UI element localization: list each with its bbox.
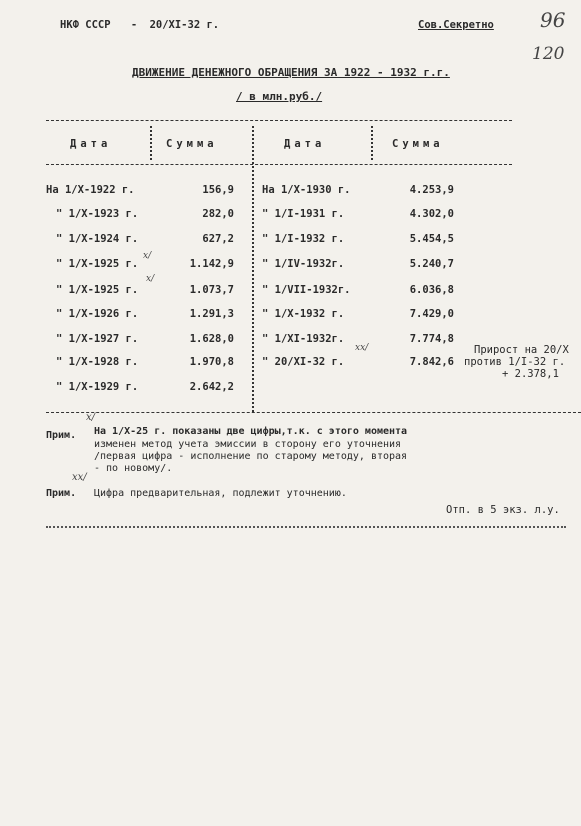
right-row-date: " 20/XI-32 г. xyxy=(262,356,345,368)
left-row-date: " 1/X-1928 г. xyxy=(56,356,139,368)
right-row-value: 6.036,8 xyxy=(409,284,454,296)
left-row-date: На 1/X-1922 г. xyxy=(46,184,135,196)
col-header-date-right: Дата xyxy=(284,138,326,150)
org-name: НКФ СССР xyxy=(60,19,111,31)
right-row-date: " 1/VII-1932г. xyxy=(262,284,351,296)
right-row-value: 5.240,7 xyxy=(409,258,454,270)
right-row-date: " 1/X-1932 г. xyxy=(262,308,345,320)
note1-line: - по новому/. xyxy=(94,463,173,474)
document-title: ДВИЖЕНИЕ ДЕНЕЖНОГО ОБРАЩЕНИЯ ЗА 1922 - 1932 г.г. xyxy=(132,66,450,79)
right-row-value: 4.253,9 xyxy=(409,184,454,196)
copies-note: Отп. в 5 экз. л.у. xyxy=(446,504,560,516)
column-separator xyxy=(371,126,373,160)
footnote-mark: x/ xyxy=(86,412,96,423)
left-row-value: 282,0 xyxy=(202,208,234,220)
units-subtitle: / в млн.руб./ xyxy=(236,90,323,103)
left-row-value: 1.970,8 xyxy=(189,356,234,368)
header-dash: - xyxy=(130,19,138,31)
growth-note-line: Прирост на 20/X xyxy=(474,344,569,356)
note1-line: На 1/X-25 г. показаны две цифры,т.к. с этого момента xyxy=(94,426,408,437)
left-row-value: 1.628,0 xyxy=(189,333,234,345)
note1-label: Прим. xyxy=(46,430,77,441)
left-row-value: 156,9 xyxy=(202,184,234,196)
left-row-date: " 1/X-1923 г. xyxy=(56,208,139,220)
handwritten-folio-number: 120 xyxy=(532,44,565,64)
left-row-date: " 1/X-1929 г. xyxy=(56,381,139,393)
handwritten-page-number: 96 xyxy=(540,8,566,32)
right-row-value: 5.454,5 xyxy=(409,233,454,245)
left-row-date: " 1/X-1925 г. xyxy=(56,284,139,296)
col-header-sum-right: Сумма xyxy=(392,138,444,150)
footnote-mark: xx/ xyxy=(72,472,87,483)
classification-stamp: Сов.Секретно xyxy=(418,19,494,31)
header-org xyxy=(60,19,219,31)
right-row-date: " 1/XI-1932г. xyxy=(262,333,345,345)
right-row-date: " 1/I-1931 г. xyxy=(262,208,345,220)
column-separator xyxy=(150,126,152,160)
header-bottom-rule xyxy=(46,164,512,165)
left-row-value: 1.073,7 xyxy=(189,284,234,296)
right-row-value: 7.842,6 xyxy=(409,356,454,368)
left-row-date: " 1/X-1925 г. xyxy=(56,258,139,270)
note1-line: /первая цифра - исполнение по старому методу, вторая xyxy=(94,451,408,462)
note2-label: Прим. xyxy=(46,488,77,499)
note2-text: Цифра предварительная, подлежит уточнению. xyxy=(94,488,347,499)
right-row-date: " 1/IV-1932г. xyxy=(262,258,345,270)
column-separator-middle xyxy=(252,126,254,412)
right-row-value: 4.302,0 xyxy=(409,208,454,220)
document-date: 20/XI-32 г. xyxy=(149,19,220,31)
right-row-date: " 1/I-1932 г. xyxy=(262,233,345,245)
growth-note-total: + 2.378,1 xyxy=(502,368,559,380)
left-row-date: " 1/X-1924 г. xyxy=(56,233,139,245)
table-top-rule xyxy=(46,120,512,121)
left-row-value: 1.142,9 xyxy=(189,258,234,270)
footnote-mark: x/ xyxy=(143,251,152,261)
left-row-value: 627,2 xyxy=(202,233,234,245)
growth-note-line: против 1/I-32 г. xyxy=(464,356,566,368)
left-row-value: 1.291,3 xyxy=(189,308,234,320)
left-row-date: " 1/X-1927 г. xyxy=(56,333,139,345)
table-bottom-rule xyxy=(46,412,581,413)
right-row-date: На 1/X-1930 г. xyxy=(262,184,351,196)
right-row-value: 7.774,8 xyxy=(409,333,454,345)
note1-line: изменен метод учета эмиссии в сторону его уточнения xyxy=(94,439,402,450)
footnote-mark: xx/ xyxy=(355,343,369,353)
left-row-value: 2.642,2 xyxy=(189,381,234,393)
left-row-date: " 1/X-1926 г. xyxy=(56,308,139,320)
right-row-value: 7.429,0 xyxy=(409,308,454,320)
footnote-mark: x/ xyxy=(146,274,155,284)
closing-dotted-line xyxy=(46,526,566,528)
col-header-date-left: Дата xyxy=(70,138,112,150)
col-header-sum-left: Сумма xyxy=(166,138,218,150)
